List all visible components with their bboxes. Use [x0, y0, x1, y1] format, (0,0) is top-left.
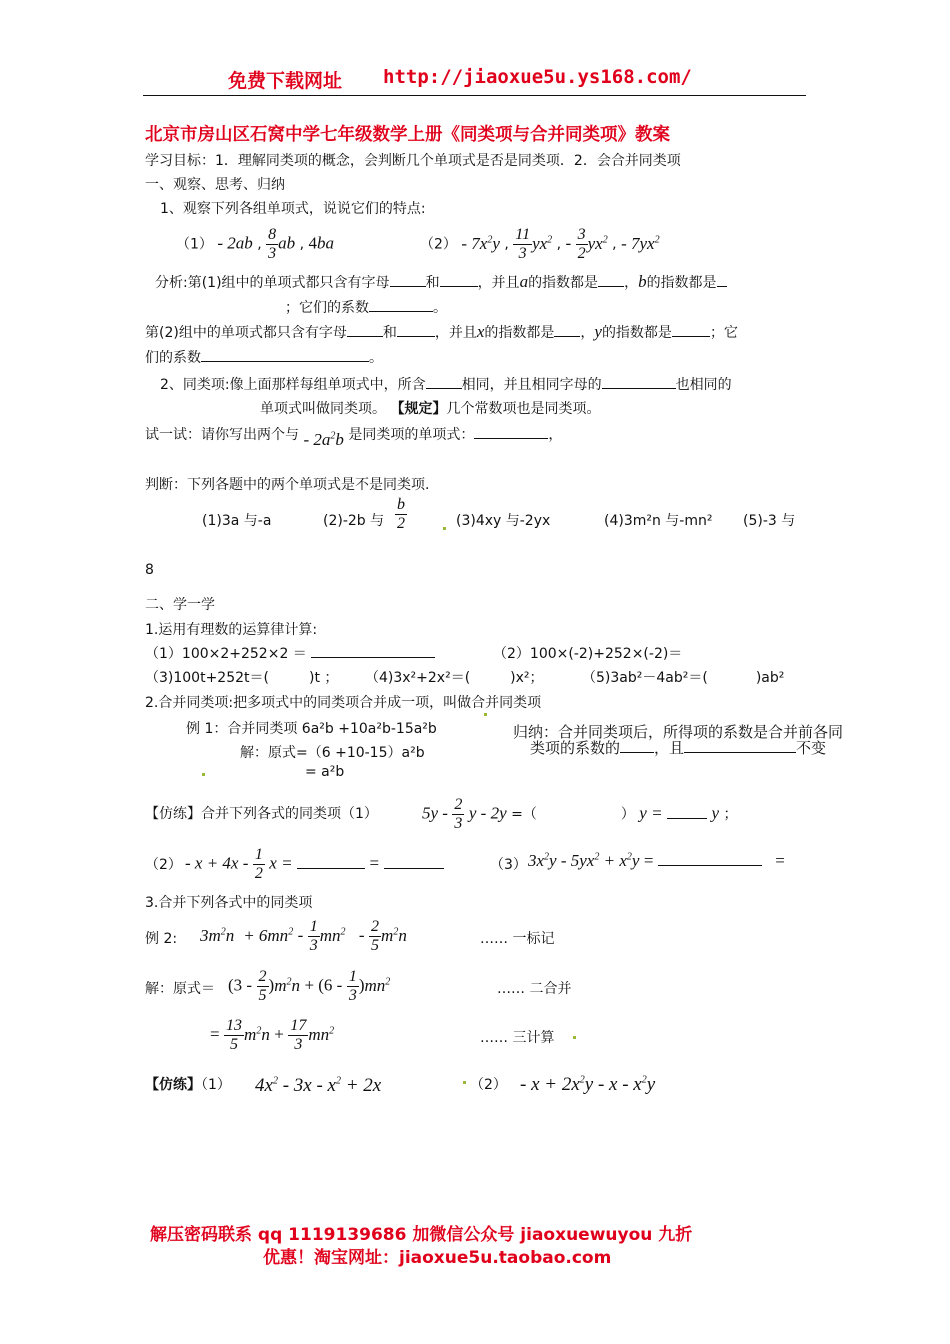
rule-tag: 【规定】 — [390, 401, 447, 417]
learn-1: 1.运用有理数的运算律计算: — [145, 622, 318, 638]
judge-item-2: (2)-2b 与 — [323, 513, 385, 529]
step-2: …… 二合并 — [497, 981, 572, 997]
judge-heading: 判断：下列各题中的两个单项式是不是同类项. — [145, 477, 430, 493]
practice-2-expr: - x + 4x - $\frac{1}{2}$ x = = — [185, 846, 444, 883]
page-title: 北京市房山区石窝中学七年级数学上册《同类项与合并同类项》教案 — [145, 125, 670, 145]
judge-item-4: (4)3m²n 与-mn² — [604, 513, 713, 529]
summary-cont: 类项的系数的 ，且 不变 — [530, 739, 827, 757]
example-1-step: 解：原式=（6 +10-15）a²b — [240, 745, 425, 761]
section-2-heading: 二、学一学 — [145, 597, 215, 613]
practice-1: 【仿练】合并下列各式的同类项（1） — [145, 806, 378, 822]
calc-3: （3)100t+252t＝( )t ； — [145, 670, 339, 686]
analysis-2: 第(2)组中的单项式都只含有字母 和 ，并且x的指数都是 ，y的指数都是 ；它 — [145, 322, 738, 341]
definition: 2、同类项:像上面那样每组单项式中，所含 相同，并且相同字母的 也相同的 — [160, 374, 732, 394]
final-expr-2: - $x + 2x^2y - x - x^2y$ — [520, 1074, 656, 1095]
result-expr: = $\frac{13}{5}$ $m^2n$ + $\frac{17}{3}$ $mn^2$ — [210, 1017, 335, 1053]
solution-label: 解：原式＝ — [145, 981, 215, 997]
judge-item-5: (5)-3 与 — [743, 513, 796, 529]
practice-3-label: （3） — [490, 857, 527, 873]
group-1: （1） - 2ab , $\frac{8}{3}$ ab , 4ba — [176, 226, 335, 262]
final-expr-1: $4x^2 - 3x - x^2 + 2x$ — [255, 1075, 382, 1096]
calc-2: （2）100×(-2)+252×(-2)＝ — [493, 646, 683, 662]
decor-dot — [573, 1036, 576, 1039]
try-it: 试一试：请你写出两个与 - $2a^2b$ 是同类项的单项式： ， — [145, 424, 562, 444]
header-divider — [143, 95, 806, 96]
practice-2-label: （2） — [145, 857, 182, 873]
analysis-1: 分析:第(1)组中的单项式都只含有字母 和 ，并且a的指数都是 ，b的指数都是 — [155, 272, 727, 292]
example-2-expr: $3m^2n + 6mn^2$ - $\frac{1}{3}$ $mn^2$ - $\frac{2}{5}$ $m^2n$ — [200, 918, 407, 954]
section-1-heading: 一、观察、思考、归纳 — [145, 177, 285, 193]
footer-line-2[interactable]: 优惠！淘宝网址：jiaoxue5u.taobao.com — [263, 1248, 612, 1268]
learn-3: 3.合并下列各式中的同类项 — [145, 895, 313, 911]
calc-1: （1）100×2+252×2 ＝ — [145, 643, 435, 663]
analysis-1-cont: ；它们的系数 。 — [285, 297, 447, 317]
calc-5: （5)3ab²－4ab²＝( )ab² — [582, 670, 785, 686]
decor-dot — [443, 527, 446, 530]
judge-item-1: (1)3a 与-a — [202, 513, 272, 529]
decor-dot — [484, 713, 487, 716]
final-label-2: （2） — [470, 1077, 507, 1093]
step-1: …… 一标记 — [480, 931, 555, 947]
decor-dot — [202, 773, 205, 776]
practice-3-expr: $3x^2y - 5yx^2 + x^2y$ = = — [528, 851, 785, 870]
learning-goals: 学习目标：1．理解同类项的概念，会判断几个单项式是否是同类项．2．会合并同类项 — [145, 153, 681, 169]
judge-item-3: (3)4xy 与-2yx — [456, 513, 551, 529]
group-2-label: （2） — [420, 236, 457, 253]
example-1-result: = a²b — [305, 764, 345, 780]
group-2: $(2) - 7x^2y$ , $\frac{11}{3}$ $yx^2$ , - $\frac{3}{2}$ $yx^2$ , - $7yx^2$ — [420, 226, 660, 262]
header-url[interactable]: http://jiaoxue5u.ys168.com/ — [383, 66, 692, 88]
example-2-label: 例 2: — [145, 931, 178, 947]
summary: 归纳：合并同类项后，所得项的系数是合并前各同 — [513, 723, 844, 741]
step-3: …… 三计算 — [480, 1030, 555, 1046]
decor-dot — [463, 1081, 466, 1084]
header-label: 免费下载网址 — [228, 70, 343, 92]
solution-expr: (3 - $\frac{2}{5}$ )$m^2n + (6$ - $\frac{1}{3}$ )$mn^2$ — [228, 968, 391, 1004]
question-1: 1、观察下列各组单项式，说说它们的特点: — [160, 201, 426, 217]
judge-tail: 8 — [145, 562, 154, 578]
group-1-label: （1） — [176, 236, 213, 253]
fraction-b-over-2: $\frac{b}{2}$ — [397, 496, 405, 532]
calc-4: （4)3x²+2x²＝( )x²； — [365, 670, 544, 686]
learn-2: 2.合并同类项:把多项式中的同类项合并成一项，叫做合并同类项 — [145, 695, 542, 711]
final-practice: 【仿练】（1） — [145, 1077, 231, 1093]
footer-line-1: 解压密码联系 qq 1119139686 加微信公众号 jiaoxuewuyou 九折 — [150, 1225, 693, 1245]
practice-1-expr: 5y - $\frac{2}{3}$ y - 2y =（ ） y = y ； — [422, 796, 738, 832]
analysis-2-cont: 们的系数 。 — [145, 347, 383, 367]
example-1: 例 1：合并同类项 6a²b +10a²b-15a²b — [186, 721, 437, 737]
definition-cont: 单项式叫做同类项。 【规定】几个常数项也是同类项。 — [260, 401, 601, 417]
